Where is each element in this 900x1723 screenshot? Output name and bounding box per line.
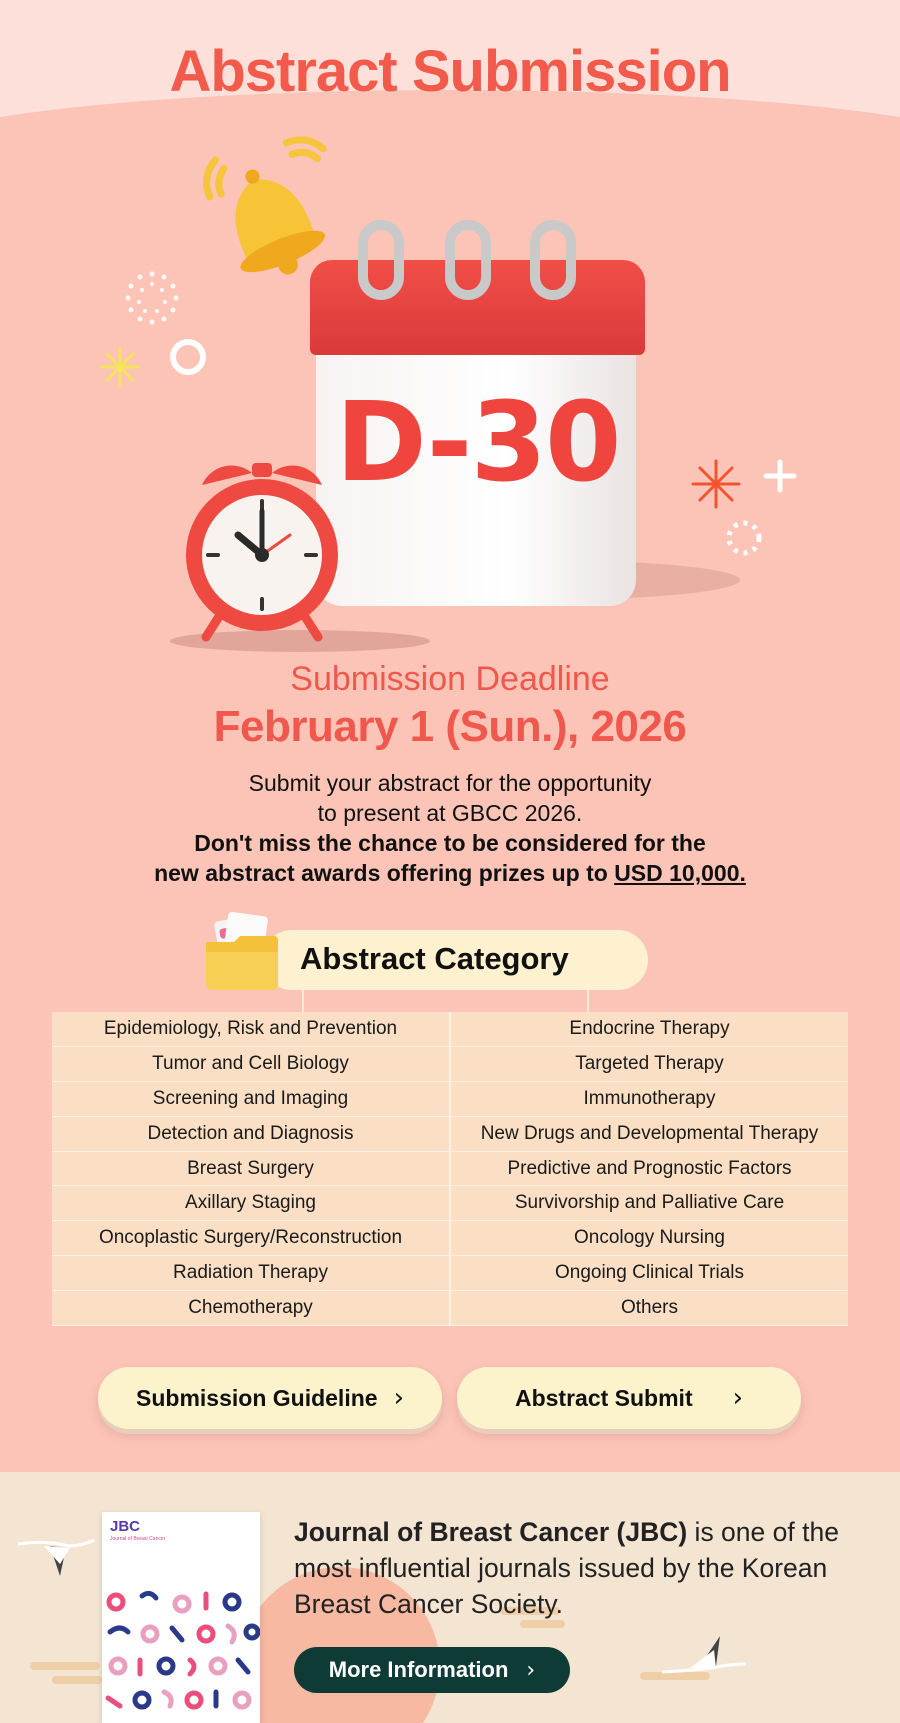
table-cell: Tumor and Cell Biology <box>52 1047 450 1082</box>
table-row <box>52 1047 848 1082</box>
connector-line <box>302 990 304 1012</box>
page-title: Abstract Submission <box>169 39 731 104</box>
button-label: Abstract Submit <box>514 1384 693 1411</box>
calendar-icon <box>310 260 645 610</box>
table-cell: New Drugs and Developmental Therapy <box>450 1116 848 1151</box>
journal-cover[interactable] <box>102 1512 260 1723</box>
chevron-right-icon: › <box>393 1383 404 1413</box>
dotted-ring-icon <box>724 518 764 558</box>
intro-line: to present at GBCC 2026. <box>317 800 583 826</box>
abstract-submit-button[interactable] <box>457 1367 801 1429</box>
crane-icon <box>14 1532 98 1582</box>
table-row <box>52 1151 848 1186</box>
header-arc <box>0 90 900 230</box>
table-cell: Radiation Therapy <box>52 1256 450 1291</box>
category-title: Abstract Category <box>300 941 569 976</box>
calendar-ring <box>530 220 576 300</box>
cloud-shape <box>52 1676 102 1684</box>
countdown-text: D-30 <box>335 378 620 506</box>
journal-name: Journal of Breast Cancer (JBC) <box>294 1517 688 1547</box>
table-cell: Immunotherapy <box>450 1082 848 1117</box>
calendar-ring <box>445 220 491 300</box>
table-row <box>52 1186 848 1221</box>
journal-cover-subtitle: Journal of Breast Cancer <box>110 1536 166 1542</box>
crane-icon <box>660 1632 750 1682</box>
table-row <box>52 1012 848 1047</box>
submission-guideline-button[interactable] <box>98 1367 442 1429</box>
table-cell: Oncoplastic Surgery/Reconstruction <box>52 1221 450 1256</box>
table-cell: Chemotherapy <box>52 1290 450 1325</box>
intro-line: Submit your abstract for the opportunity <box>248 770 652 796</box>
table-cell: Breast Surgery <box>52 1151 450 1186</box>
button-label: Submission Guideline <box>136 1384 378 1411</box>
table-cell: Endocrine Therapy <box>450 1012 848 1047</box>
table-cell: Screening and Imaging <box>52 1082 450 1117</box>
table-row <box>52 1082 848 1117</box>
intro-text <box>0 768 900 888</box>
chevron-right-icon: › <box>732 1383 744 1413</box>
chevron-right-icon: › <box>526 1657 536 1683</box>
calendar-ring <box>358 220 404 300</box>
table-row <box>52 1256 848 1291</box>
journal-footer <box>0 1472 900 1723</box>
table-cell: Others <box>450 1290 848 1325</box>
ring-icon <box>168 337 208 377</box>
jbc-logo: JBC <box>110 1518 141 1535</box>
category-table <box>52 1012 848 1326</box>
folder-icon <box>200 912 286 998</box>
more-information-button[interactable] <box>294 1647 570 1693</box>
deadline-date: February 1 (Sun.), 2026 <box>213 702 687 751</box>
intro-line-bold <box>0 858 900 888</box>
table-cell: Detection and Diagnosis <box>52 1116 450 1151</box>
connector-line <box>587 990 589 1012</box>
journal-description-text: is one of the most influential journals issued by the Korean Breast Cancer Society. <box>294 1517 839 1619</box>
table-cell: Epidemiology, Risk and Prevention <box>52 1012 450 1047</box>
intro-line-bold: Don't miss the chance to be considered for the <box>194 830 706 856</box>
table-cell: Ongoing Clinical Trials <box>450 1256 848 1291</box>
table-cell: Targeted Therapy <box>450 1047 848 1082</box>
plus-icon <box>762 458 798 494</box>
table-cell: Survivorship and Palliative Care <box>450 1186 848 1221</box>
table-row <box>52 1290 848 1325</box>
table-cell: Oncology Nursing <box>450 1221 848 1256</box>
table-cell: Axillary Staging <box>52 1186 450 1221</box>
deadline-label: Submission Deadline <box>290 660 610 698</box>
cloud-shape <box>30 1662 100 1670</box>
table-cell: Predictive and Prognostic Factors <box>450 1151 848 1186</box>
dotted-circle-icon <box>124 270 180 326</box>
table-row <box>52 1221 848 1256</box>
journal-pattern <box>102 1582 260 1723</box>
journal-description <box>294 1514 874 1622</box>
button-label: More Information <box>328 1657 509 1682</box>
prize-amount: USD 10,000. <box>614 860 746 886</box>
intro-prize-text: new abstract awards offering prizes up to <box>154 860 615 886</box>
table-row <box>52 1116 848 1151</box>
star-burst-icon <box>98 345 142 389</box>
star-burst-icon <box>690 458 742 510</box>
alarm-clock-icon <box>172 455 352 645</box>
